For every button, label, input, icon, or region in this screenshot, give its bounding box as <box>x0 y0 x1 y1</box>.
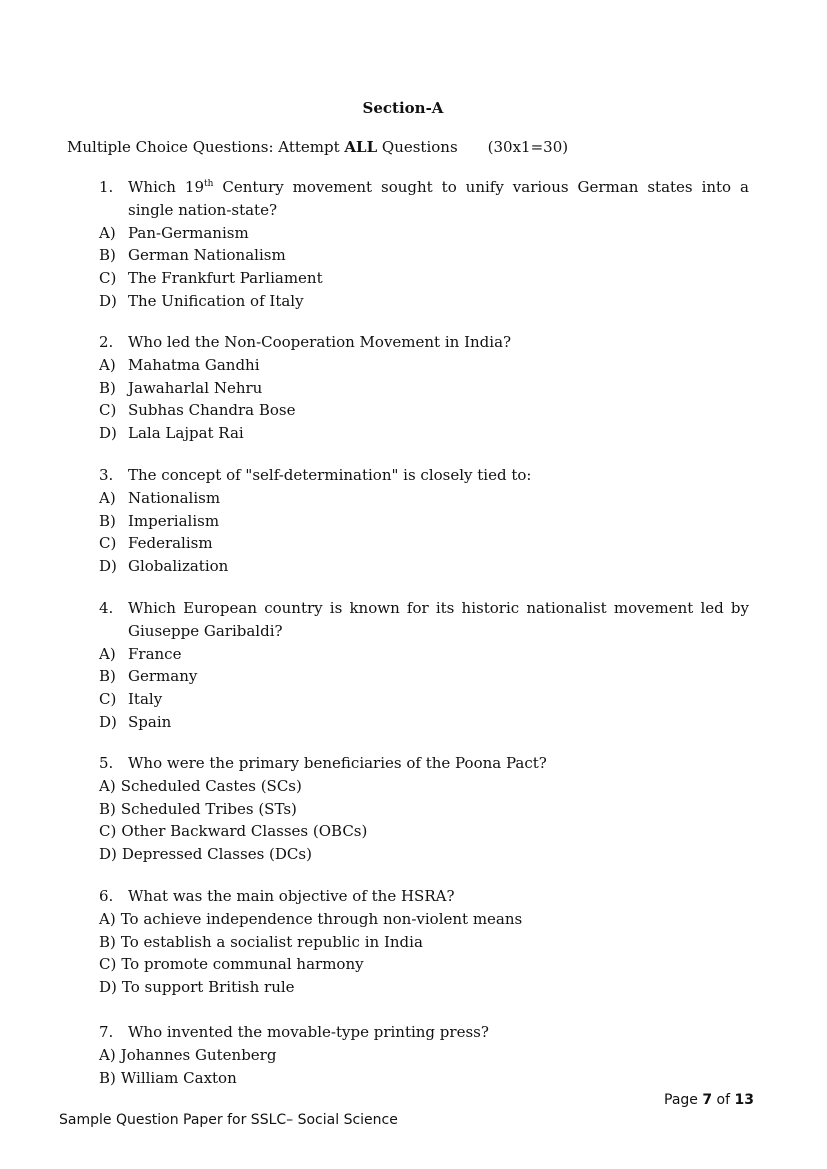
question-5 <box>99 752 749 866</box>
question-number: 4. <box>99 599 114 617</box>
instruction <box>67 138 568 156</box>
option-a: A) Mahatma Gandhi <box>99 355 260 374</box>
instruction-text-end: Questions <box>377 138 458 156</box>
option-b: B) Imperialism <box>99 511 220 530</box>
option-c: C) Other Backward Classes (OBCs) <box>99 822 368 841</box>
question-6 <box>99 885 749 999</box>
option-b: B) German Nationalism <box>99 246 286 265</box>
option-c: C) To promote communal harmony <box>99 955 364 974</box>
instruction-text: Multiple Choice Questions: Attempt <box>67 138 345 156</box>
question-text: Which European country is known for its historic nationalist movement led by Giuseppe Garibaldi? <box>128 599 749 640</box>
option-c: C) The Frankfurt Parliament <box>99 269 323 288</box>
option-a: A) Scheduled Castes (SCs) <box>99 776 302 795</box>
question-text: Who were the primary beneficiaries of the Poona Pact? <box>128 754 547 772</box>
option-d: D) Globalization <box>99 557 229 576</box>
question-text: Which 19th Century movement sought to unify various German states into a single nation-state? <box>128 178 749 219</box>
question-1 <box>99 176 749 313</box>
question-4 <box>99 597 749 734</box>
marks-allocation: (30x1=30) <box>487 138 569 156</box>
section-title: Section-A <box>362 99 444 117</box>
question-3 <box>99 464 749 578</box>
option-b: B) Germany <box>99 667 198 686</box>
question-text: Who invented the movable-type printing press? <box>128 1023 489 1041</box>
question-text: The concept of "self-determination" is closely tied to: <box>128 466 532 484</box>
question-7 <box>99 1021 749 1089</box>
option-d: D) Spain <box>99 712 172 731</box>
question-number: 2. <box>99 333 114 351</box>
option-a: A) To achieve independence through non-violent means <box>99 909 523 928</box>
option-d: D) To support British rule <box>99 978 295 997</box>
question-number: 6. <box>99 887 114 905</box>
question-text: Who led the Non-Cooperation Movement in India? <box>128 333 512 351</box>
option-a: A) Johannes Gutenberg <box>99 1045 277 1064</box>
option-a: A) Nationalism <box>99 488 221 507</box>
question-2 <box>99 331 749 445</box>
option-b: B) Scheduled Tribes (STs) <box>99 799 297 818</box>
option-a: A) France <box>99 644 182 663</box>
option-c: C) Federalism <box>99 534 213 553</box>
option-c: C) Italy <box>99 690 163 709</box>
question-number: 3. <box>99 466 114 484</box>
option-b: B) To establish a socialist republic in India <box>99 932 423 951</box>
page-number: Page 7 of 13 <box>664 1092 754 1108</box>
question-text: What was the main objective of the HSRA? <box>128 887 455 905</box>
option-c: C) Subhas Chandra Bose <box>99 401 296 420</box>
instruction-emphasis: ALL <box>344 138 378 156</box>
option-b: B) William Caxton <box>99 1068 237 1087</box>
option-d: D) Lala Lajpat Rai <box>99 424 244 443</box>
question-number: 7. <box>99 1023 114 1041</box>
option-d: D) The Unification of Italy <box>99 291 304 310</box>
question-number: 1. <box>99 178 114 196</box>
option-b: B) Jawaharlal Nehru <box>99 378 263 397</box>
option-d: D) Depressed Classes (DCs) <box>99 845 312 864</box>
footer-text: Sample Question Paper for SSLC– Social Science <box>59 1112 398 1128</box>
option-a: A) Pan-Germanism <box>99 223 249 242</box>
question-number: 5. <box>99 754 114 772</box>
